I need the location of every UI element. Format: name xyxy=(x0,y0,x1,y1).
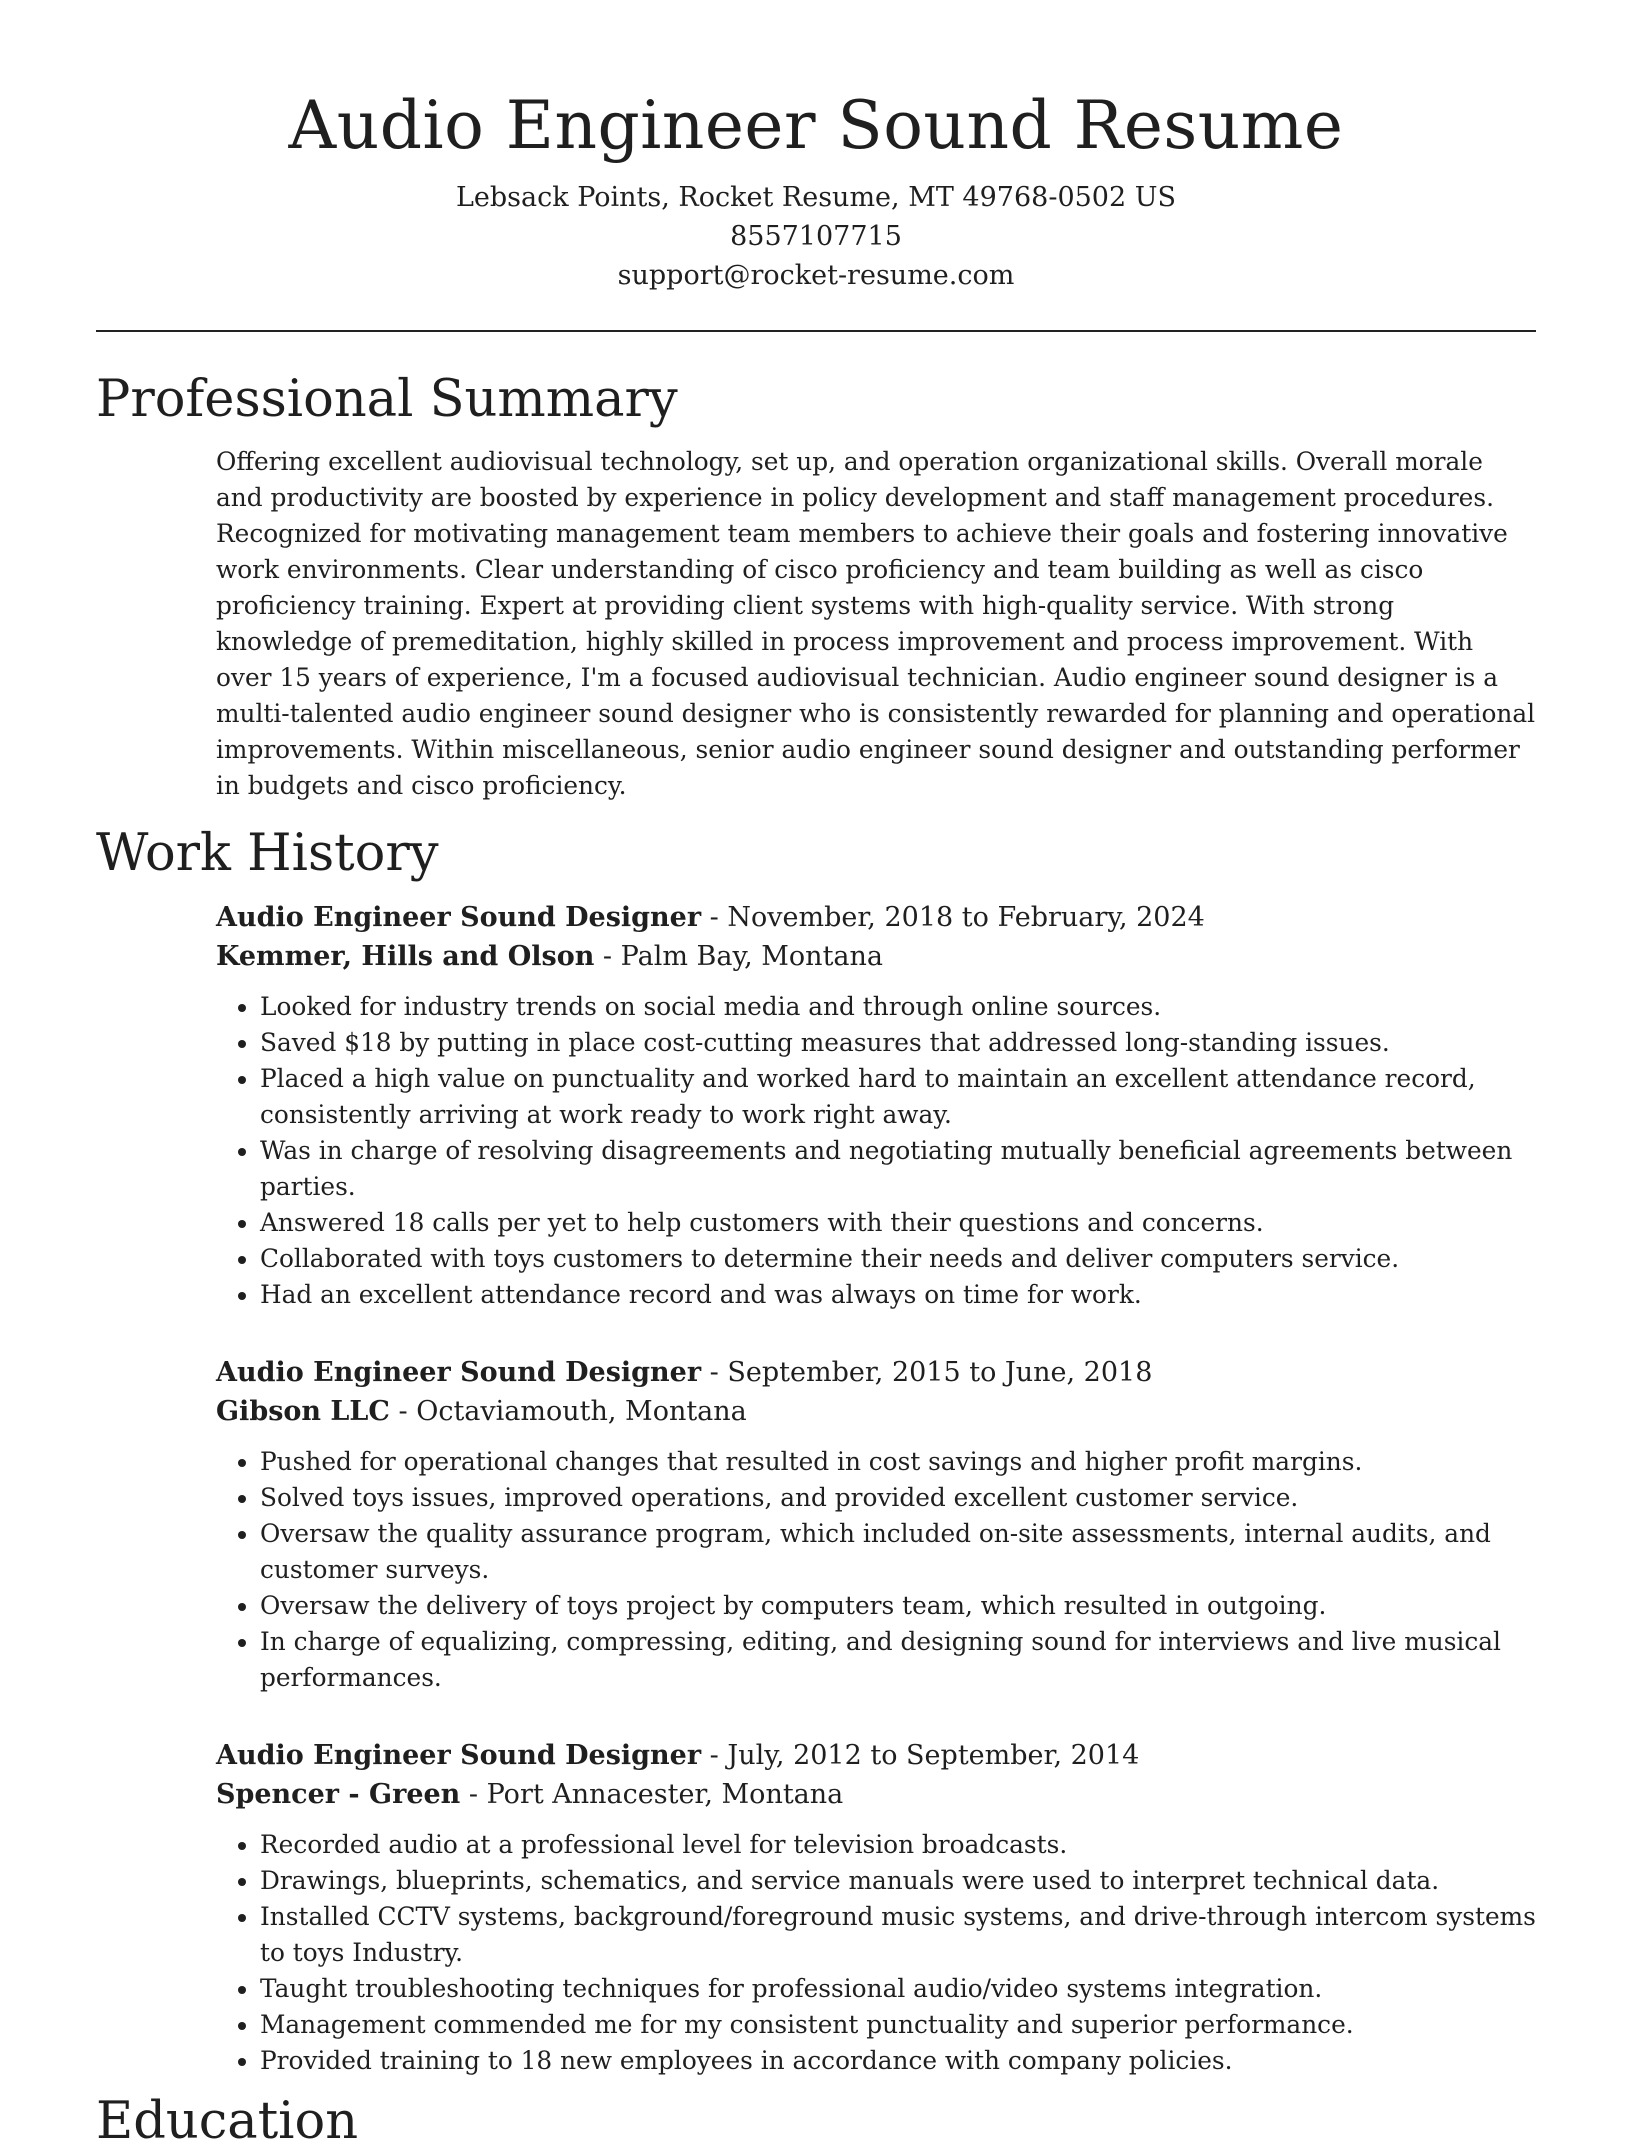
list-item: • Management commended me for my consistent punctuality and superior performance. xyxy=(260,2007,1536,2043)
job-dates: November, 2018 to February, 2024 xyxy=(727,902,1205,933)
separator: - xyxy=(594,941,621,972)
separator: - xyxy=(701,1740,728,1771)
job-position: Audio Engineer Sound Designer xyxy=(216,1740,702,1771)
summary-heading: Professional Summary xyxy=(96,370,678,429)
address-text: Lebsack Points, Rocket Resume, MT 49768-0502 US xyxy=(455,182,1176,213)
separator: - xyxy=(460,1779,487,1810)
job-position: Audio Engineer Sound Designer xyxy=(216,902,702,933)
job-entry xyxy=(216,898,1536,1313)
job-bullet-list xyxy=(216,1444,1536,1696)
contact-info xyxy=(96,178,1536,295)
job-location: Palm Bay, Montana xyxy=(620,941,884,972)
list-item: • Oversaw the delivery of toys project by computers team, which resulted in outgoing. xyxy=(260,1588,1536,1624)
summary-section xyxy=(216,444,1536,804)
work-history-section xyxy=(216,898,1536,2079)
list-item: • Taught troubleshooting techniques for professional audio/video systems integration. xyxy=(260,1971,1536,2007)
resume-header xyxy=(96,0,1536,295)
resume-page xyxy=(96,0,1536,2151)
job-position: Audio Engineer Sound Designer xyxy=(216,1357,702,1388)
list-item: • Installed CCTV systems, background/foreground music systems, and drive-through intercom systems to toys Industry. xyxy=(260,1899,1536,1971)
separator: - xyxy=(389,1396,417,1427)
job-company: Spencer - Green xyxy=(216,1779,461,1810)
job-location: Port Annacester, Montana xyxy=(486,1779,844,1810)
job-bullet-list xyxy=(216,989,1536,1313)
job-company: Gibson LLC xyxy=(216,1396,390,1427)
list-item: • In charge of equalizing, compressing, editing, and designing sound for interviews and live musical performances. xyxy=(260,1624,1536,1696)
list-item: • Saved $18 by putting in place cost-cutting measures that addressed long-standing issues. xyxy=(260,1025,1536,1061)
phone-text: 8557107715 xyxy=(730,221,902,252)
summary-text: Offering excellent audiovisual technology, set up, and operation organizational skills. Overall morale and productivity are boosted by experience in policy development and staff management procedures. Recognized for motivating management team members to achieve their goals and fostering innovative work environments. Clear understanding of cisco proficiency and team building as well as cisco proficiency training. Expert at providing client systems with high-quality service. With strong knowledge of premeditation, highly skilled in process improvement and process improvement. With over 15 years of experience, I'm a focused audiovisual technician. Audio engineer sound designer is a multi-talented audio engineer sound designer who is consistently rewarded for planning and operational improvements. Within miscellaneous, senior audio engineer sound designer and outstanding performer in budgets and cisco proficiency. xyxy=(216,447,1536,800)
list-item: • Solved toys issues, improved operations, and provided excellent customer service. xyxy=(260,1480,1536,1516)
job-company-line xyxy=(216,937,1536,976)
education-heading: Education xyxy=(96,2092,359,2151)
list-item: • Answered 18 calls per yet to help customers with their questions and concerns. xyxy=(260,1205,1536,1241)
job-company-line xyxy=(216,1392,1536,1431)
list-item: • Pushed for operational changes that resulted in cost savings and higher profit margins. xyxy=(260,1444,1536,1480)
list-item: • Placed a high value on punctuality and worked hard to maintain an excellent attendance record, consistently arriving at work ready to work right away. xyxy=(260,1061,1536,1133)
job-dates: July, 2012 to September, 2014 xyxy=(727,1740,1140,1771)
job-company-line xyxy=(216,1775,1536,1814)
separator: - xyxy=(701,1357,728,1388)
job-entry xyxy=(216,1736,1536,2079)
header-divider xyxy=(96,330,1536,332)
list-item: • Provided training to 18 new employees in accordance with company policies. xyxy=(260,2043,1536,2079)
list-item: • Was in charge of resolving disagreements and negotiating mutually beneficial agreements between parties. xyxy=(260,1133,1536,1205)
list-item: • Looked for industry trends on social media and through online sources. xyxy=(260,989,1536,1025)
job-entry xyxy=(216,1353,1536,1696)
list-item: • Recorded audio at a professional level for television broadcasts. xyxy=(260,1827,1536,1863)
job-company: Kemmer, Hills and Olson xyxy=(216,941,595,972)
job-title-line xyxy=(216,1353,1536,1392)
job-title-line xyxy=(216,1736,1536,1775)
list-item: • Collaborated with toys customers to determine their needs and deliver computers service. xyxy=(260,1241,1536,1277)
separator: - xyxy=(701,902,728,933)
list-item: • Had an excellent attendance record and was always on time for work. xyxy=(260,1277,1536,1313)
list-item: • Drawings, blueprints, schematics, and service manuals were used to interpret technical data. xyxy=(260,1863,1536,1899)
job-title-line xyxy=(216,898,1536,937)
work-history-heading: Work History xyxy=(96,824,439,883)
list-item: • Oversaw the quality assurance program, which included on-site assessments, internal audits, and customer surveys. xyxy=(260,1516,1536,1588)
email-text: support@rocket-resume.com xyxy=(617,260,1015,291)
job-dates: September, 2015 to June, 2018 xyxy=(727,1357,1153,1388)
job-location: Octaviamouth, Montana xyxy=(416,1396,747,1427)
job-bullet-list xyxy=(216,1827,1536,2079)
page-title: Audio Engineer Sound Resume xyxy=(288,87,1344,164)
